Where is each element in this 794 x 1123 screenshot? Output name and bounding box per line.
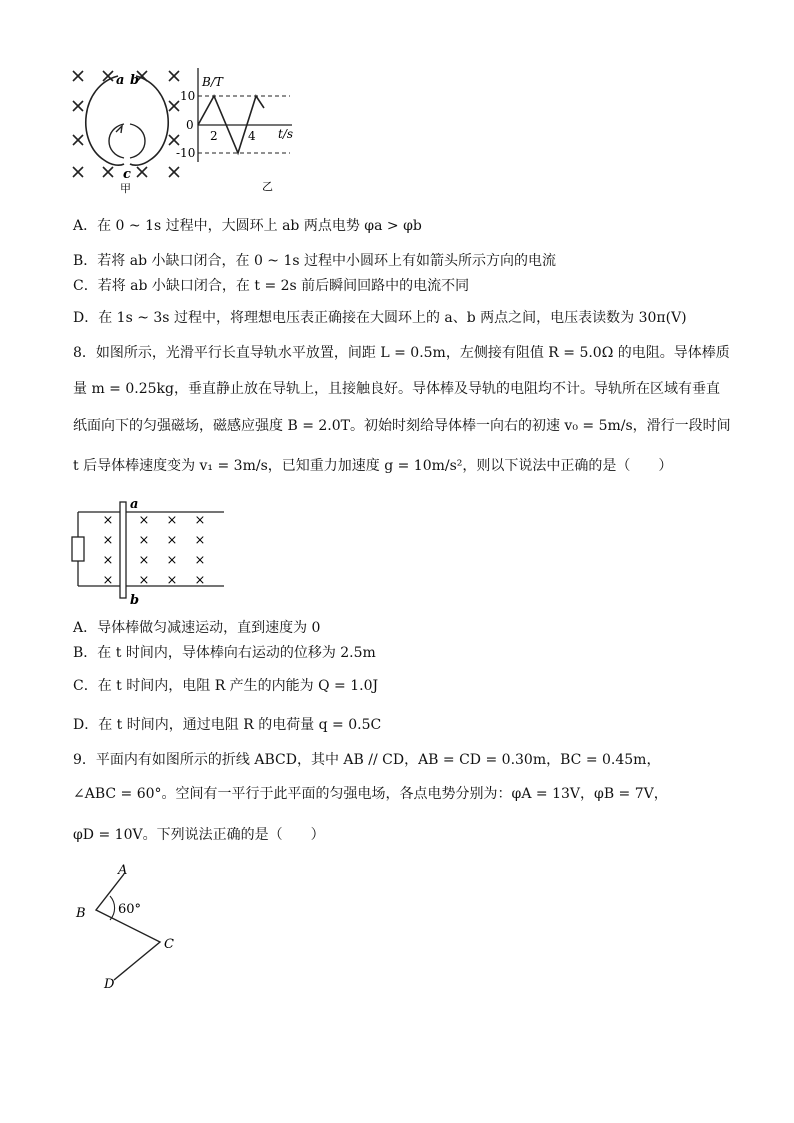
q7-option-a: A．在 0 ~ 1s 过程中，大圆环上 ab 两点电势 φa > φb (73, 218, 422, 234)
q8-option-d: D．在 t 时间内，通过电阻 R 的电荷量 q = 0.5C (73, 717, 382, 733)
graph-y-axis-label: B/T (202, 75, 223, 89)
cross-mark-icon (169, 167, 179, 177)
cross-mark-icon: × (102, 533, 114, 548)
q8-option-c: C．在 t 时间内，电阻 R 产生的内能为 Q = 1.0J (73, 678, 379, 694)
q8-option-a: A．导体棒做匀减速运动，直到速度为 0 (73, 620, 321, 636)
graph-t-axis-label: t/s (278, 127, 294, 141)
cross-mark-icon: × (138, 533, 150, 548)
graph-y-zero: 0 (186, 118, 194, 132)
cross-mark-icon: × (166, 553, 178, 568)
caption-jia: 甲 (120, 182, 131, 195)
q9-text-line-2: ∠ABC = 60°。空间有一平行于此平面的匀强电场，各点电势分别为：φA = 13V，φB = 7V， (73, 786, 668, 802)
cross-mark-icon: × (138, 513, 150, 528)
angle-label: 60° (118, 902, 142, 917)
cross-mark-icon: × (194, 513, 206, 528)
graph-y-bottom: -10 (176, 146, 196, 160)
rod-label-a: a (130, 497, 139, 512)
q8-text-line-3: 纸面向下的匀强磁场，磁感应强度 B = 2.0T。初始时刻给导体棒一向右的初速 v₀ = 5m/s，滑行一段时间 (73, 418, 731, 434)
cross-mark-icon (73, 135, 83, 145)
point-d-label: D (104, 977, 115, 992)
caption-yi: 乙 (262, 180, 273, 193)
cross-mark-icon (103, 167, 113, 177)
bt-graph (176, 68, 293, 193)
graph-x-4: 4 (248, 129, 256, 143)
conductor-rod (120, 502, 126, 598)
label-b: b (130, 73, 140, 88)
cross-mark-icon (169, 71, 179, 81)
figure-ring-and-graph (60, 62, 310, 198)
cross-mark-icon (137, 167, 147, 177)
point-a-label: A (118, 863, 128, 878)
graph-x-2: 2 (210, 129, 218, 143)
q7-option-c: C．若将 ab 小缺口闭合，在 t = 2s 前后瞬间回路中的电流不同 (73, 278, 470, 294)
graph-y-top: 10 (180, 89, 196, 103)
cross-mark-icon: × (194, 533, 206, 548)
point-c-label: C (164, 937, 174, 952)
cross-mark-icon (73, 101, 83, 111)
cross-mark-icon: × (166, 573, 178, 588)
cross-mark-icon (73, 167, 83, 177)
label-a: a (116, 73, 125, 88)
q9-text-line-3: φD = 10V。下列说法正确的是（ ） (73, 827, 325, 843)
cross-mark-icon: × (102, 553, 114, 568)
cross-mark-icon: × (166, 513, 178, 528)
q8-option-b: B．在 t 时间内，导体棒向右运动的位移为 2.5m (73, 645, 376, 661)
cross-mark-icon: × (194, 553, 206, 568)
q7-option-d: D．在 1s ~ 3s 过程中，将理想电压表正确接在大圆环上的 a、b 两点之间，电压表读数为 30π(V) (73, 310, 687, 326)
cross-mark-icon: × (166, 533, 178, 548)
q8-text-line-1: 8．如图所示，光滑平行长直导轨水平放置，间距 L = 0.5m，左侧接有阻值 R = 5.0Ω 的电阻。导体棒质 (73, 345, 730, 361)
rail-field-marks (103, 513, 206, 588)
big-ring (86, 76, 168, 165)
q7-option-b: B．若将 ab 小缺口闭合，在 0 ~ 1s 过程中小圆环上有如箭头所示方向的电流 (73, 253, 557, 269)
q8-text-line-2: 量 m = 0.25kg，垂直静止放在导轨上，且接触良好。导体棒及导轨的电阻均不计。导轨所在区域有垂直 (73, 381, 720, 397)
q9-text-line-1: 9．平面内有如图所示的折线 ABCD，其中 AB // CD，AB = CD = 0.30m，BC = 0.45m， (73, 752, 661, 768)
resistor-icon (72, 537, 84, 561)
point-b-label: B (76, 906, 86, 921)
cross-mark-icon: × (138, 573, 150, 588)
small-ring (109, 124, 145, 158)
cross-mark-icon: × (102, 513, 114, 528)
field-cross-marks (73, 71, 179, 177)
cross-mark-icon: × (194, 573, 206, 588)
cross-mark-icon: × (138, 553, 150, 568)
rod-label-b: b (130, 593, 140, 606)
cross-mark-icon: × (102, 573, 114, 588)
figure-polyline-abcd (70, 860, 190, 996)
cross-mark-icon (169, 135, 179, 145)
q8-text-line-4: t 后导体棒速度变为 v₁ = 3m/s，已知重力加速度 g = 10m/s²，则以下说法中正确的是（ ） (73, 458, 673, 474)
label-c: c (123, 167, 131, 182)
cross-mark-icon (169, 101, 179, 111)
figure-rail-circuit (68, 494, 228, 606)
cross-mark-icon (73, 71, 83, 81)
